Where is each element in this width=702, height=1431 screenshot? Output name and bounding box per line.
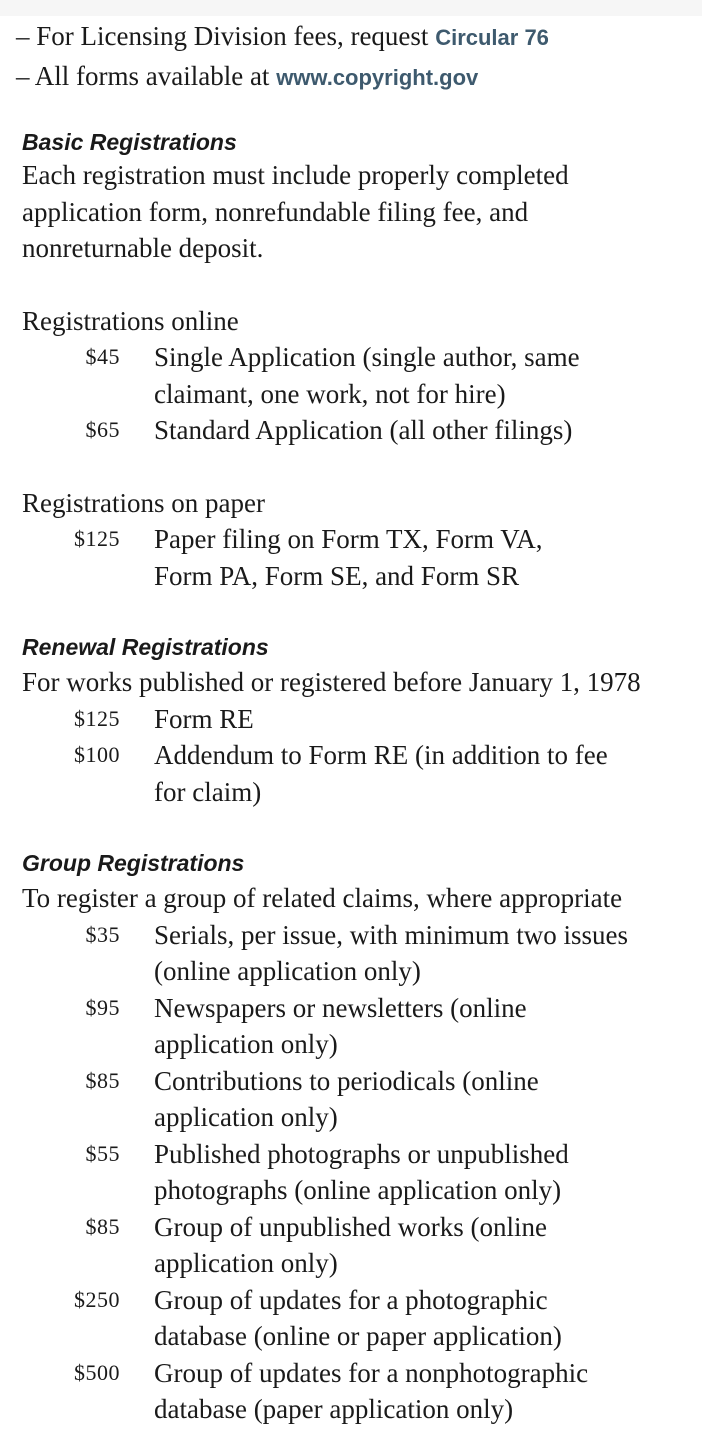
fee-description — [154, 737, 674, 810]
fee-description-line: Single Application (single author, same — [154, 342, 580, 372]
fee-description — [154, 1209, 674, 1282]
fee-row — [22, 521, 702, 594]
fee-price: $100 — [74, 742, 120, 767]
fee-description-line: Group of unpublished works (online — [154, 1211, 547, 1242]
forms-note-text: – All forms available at — [16, 61, 277, 91]
fee-row — [22, 1136, 702, 1209]
fee-price: $65 — [85, 417, 120, 442]
paragraph-line: nonreturnable deposit. — [22, 233, 264, 263]
licensing-note — [16, 17, 702, 57]
fee-row — [22, 737, 702, 810]
fee-row — [22, 990, 702, 1063]
fee-description-line: Published photographs or unpublished — [154, 1138, 569, 1169]
fee-description-line: application only) — [154, 1102, 338, 1132]
fee-description-line: Standard Application (all other filings) — [154, 415, 573, 445]
fee-price: $125 — [74, 705, 120, 731]
copyright-gov-link[interactable]: www.copyright.gov — [276, 65, 479, 90]
paragraph-line: application form, nonrefundable filing fee, and — [22, 196, 529, 227]
fee-description-line: Contributions to periodicals (online — [154, 1065, 539, 1096]
fee-description-line: Addendum to Form RE (in addition to fee — [154, 740, 608, 770]
fee-price: $85 — [85, 1067, 120, 1093]
fee-description-line: Group of updates for a photographic — [154, 1284, 548, 1315]
basic-registrations-paragraph — [22, 157, 702, 267]
top-bar — [0, 0, 702, 16]
fee-description-line: Group of updates for a nonphotographic — [154, 1357, 589, 1388]
fee-description — [154, 1282, 674, 1355]
fee-price: $95 — [85, 994, 120, 1020]
fee-row — [22, 1282, 702, 1355]
renewal-subhead: For works published or registered before January 1, 1978 — [22, 667, 641, 697]
fee-description-line: photographs (online application only) — [154, 1175, 562, 1205]
intro-notes — [16, 17, 702, 97]
fee-price: $35 — [85, 921, 120, 947]
fee-row — [22, 339, 702, 412]
fee-price: $250 — [74, 1286, 120, 1312]
registrations-online-subhead: Registrations online — [22, 305, 239, 336]
fee-description-line: Serials, per issue, with minimum two issues — [154, 919, 628, 950]
fee-row — [22, 1063, 702, 1136]
fee-description-line: database (online or paper application) — [154, 1321, 562, 1351]
registrations-paper-subhead: Registrations on paper — [22, 487, 265, 518]
fee-price: $45 — [85, 344, 120, 369]
fee-description-line: application only) — [154, 1029, 338, 1059]
fee-price: $85 — [85, 1213, 120, 1239]
fee-row — [22, 1355, 702, 1428]
group-registrations-heading: Group Registrations — [22, 850, 245, 876]
fee-description — [154, 412, 674, 449]
fee-description — [154, 701, 674, 738]
fee-description-line: Form RE — [154, 703, 254, 734]
paragraph-line: Each registration must include properly completed — [22, 160, 569, 190]
fee-description-line: claimant, one work, not for hire) — [154, 378, 506, 409]
fee-description — [154, 1063, 674, 1136]
circular-76-link[interactable]: Circular 76 — [435, 25, 549, 50]
fee-description-line: application only) — [154, 1248, 338, 1278]
renewal-registrations-heading: Renewal Registrations — [22, 634, 269, 660]
fee-description — [154, 521, 674, 594]
fee-price: $55 — [85, 1140, 120, 1166]
fee-document — [0, 17, 702, 1428]
fee-description — [154, 339, 674, 412]
fee-description — [154, 1355, 674, 1428]
fee-description-line: Paper filing on Form TX, Form VA, — [154, 524, 543, 554]
group-fee-list — [22, 917, 702, 1428]
fee-row — [22, 701, 702, 738]
basic-registrations-heading: Basic Registrations — [22, 129, 237, 155]
fee-description-line: for claim) — [154, 776, 262, 807]
fee-row — [22, 1209, 702, 1282]
fee-description — [154, 990, 674, 1063]
paper-fee-list — [22, 521, 702, 594]
fee-row — [22, 412, 702, 449]
fee-description — [154, 917, 674, 990]
fee-description-line: (online application only) — [154, 956, 421, 986]
licensing-note-text: – For Licensing Division fees, request — [16, 21, 436, 51]
fee-description — [154, 1136, 674, 1209]
online-fee-list — [22, 339, 702, 449]
fee-row — [22, 917, 702, 990]
fee-description-line: Newspapers or newsletters (online — [154, 992, 527, 1023]
fee-description-line: database (paper application only) — [154, 1394, 514, 1424]
fee-description-line: Form PA, Form SE, and Form SR — [154, 560, 520, 591]
forms-note — [16, 57, 702, 97]
fee-price: $500 — [74, 1359, 120, 1385]
fee-price: $125 — [74, 526, 120, 551]
renewal-fee-list — [22, 701, 702, 811]
group-subhead: To register a group of related claims, where appropriate — [22, 883, 623, 913]
